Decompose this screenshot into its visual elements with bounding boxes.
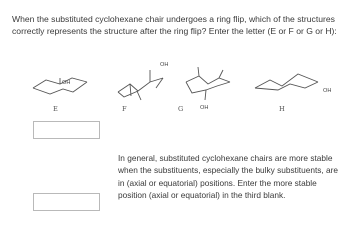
structure-e-label: E [53,105,58,113]
question-2-text: In general, substituted cyclohexane chairs are more stable when the substituents, especially the bulky substituents, are in (axial or equatorial) positions. Enter the more stable position (axial or equatorial) in the third blank. [118,153,338,201]
structure-f-substituent: OH [160,62,169,68]
answer-2-input[interactable] [33,193,100,211]
structure-h-substituent: OH [323,88,332,94]
structure-h-label: H [279,105,285,113]
structure-f [118,70,163,100]
structure-f-label: F [122,105,127,113]
structure-e [33,78,87,94]
question-1-text: When the substituted cyclohexane chair undergoes a ring flip, which of the structures correctly represents the structure after the ring flip? Enter the letter (E or F or G or H): [12,14,337,37]
structure-g [186,67,230,100]
answer-1-input[interactable] [33,121,100,139]
structure-g-substituent: OH [200,105,209,111]
structure-g-label: G [178,105,184,113]
structure-e-substituent: OH [62,80,71,86]
structure-h [255,74,318,90]
